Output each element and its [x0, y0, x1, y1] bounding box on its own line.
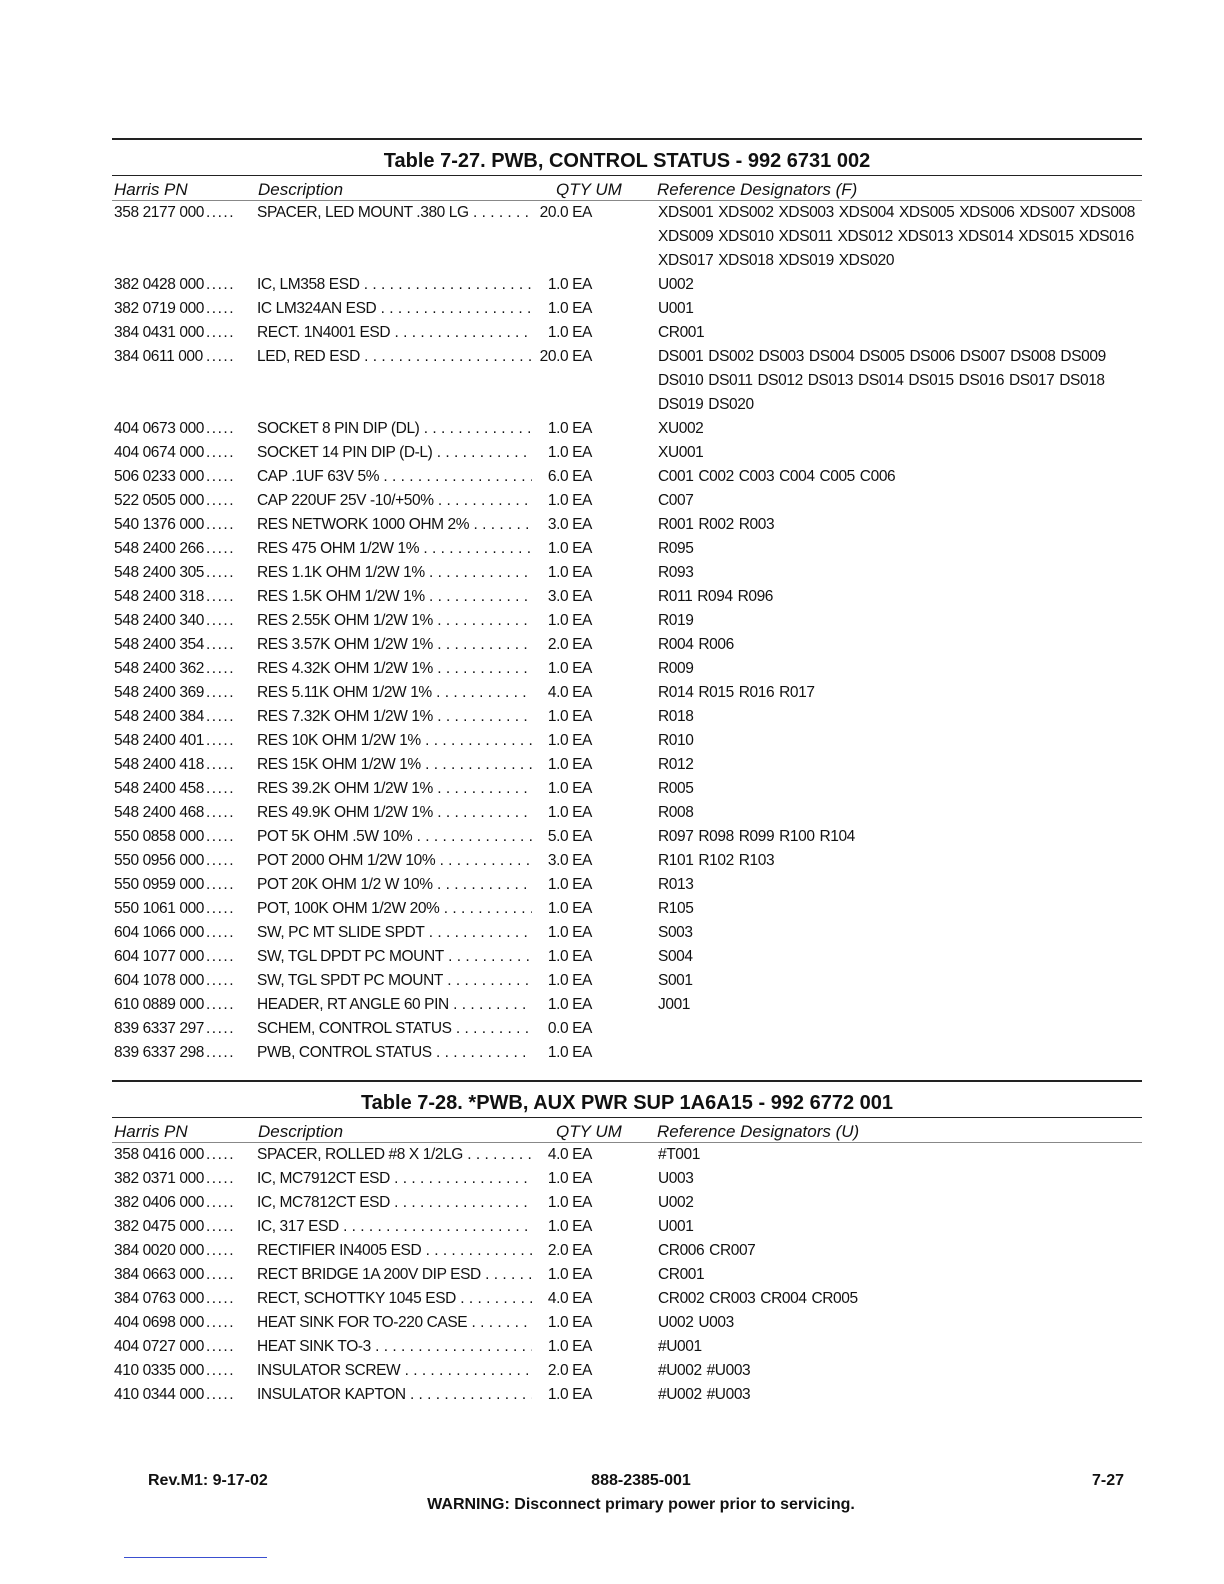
table-row	[112, 321, 1142, 345]
reference-designators-cell: U001	[658, 1218, 694, 1235]
harris-pn-cell: 358 2177 000	[114, 204, 205, 221]
table-row	[112, 441, 1142, 465]
harris-pn-cell: 839 6337 297	[114, 1020, 205, 1037]
column-header-description: Description	[258, 180, 344, 199]
harris-pn-cell: 604 1078 000	[114, 972, 205, 989]
description-cell: HEAT SINK TO-3 . . .	[257, 1335, 539, 1359]
reference-designators-cell: S001	[658, 972, 693, 989]
qty-um-cell: 1.0 EA	[532, 969, 592, 993]
description-cell: POT, 100K OHM 1/2W 20% . . .	[257, 897, 539, 921]
table-row	[112, 849, 1142, 873]
revision-label: Rev.M1: 9-17-02	[148, 1472, 268, 1489]
table-row	[112, 1167, 1142, 1191]
qty-um-cell: 1.0 EA	[532, 321, 592, 345]
leader-dots: .....	[206, 276, 236, 293]
leader-dots: .....	[206, 660, 236, 677]
description-cell: RES 49.9K OHM 1/2W 1% . . .	[257, 801, 539, 825]
description-cell: RES 39.2K OHM 1/2W 1% . . .	[257, 777, 539, 801]
table-row	[112, 1383, 1142, 1407]
description-cell: RECTIFIER IN4005 ESD . . .	[257, 1239, 539, 1263]
leader-dots: .....	[206, 1362, 236, 1379]
description-cell: INSULATOR KAPTON . . .	[257, 1383, 539, 1407]
reference-designators-cell: C001 C002 C003 C004 C005 C006	[658, 468, 896, 485]
leader-dots: .....	[206, 1338, 236, 1355]
reference-designators-cell: R101 R102 R103	[658, 852, 775, 869]
reference-designators-cell: R011 R094 R096	[658, 588, 774, 605]
leader-dots: .....	[206, 1146, 236, 1163]
qty-um-cell: 2.0 EA	[532, 633, 592, 657]
column-header-qty-um: QTY UM	[556, 1122, 622, 1141]
qty-um-cell: 1.0 EA	[532, 897, 592, 921]
table-row	[112, 1017, 1142, 1041]
safety-warning: WARNING: Disconnect primary power prior to servicing.	[427, 1496, 855, 1513]
leader-dots: .....	[206, 492, 236, 509]
qty-um-cell: 1.0 EA	[532, 993, 592, 1017]
leader-dots: .....	[206, 876, 236, 893]
table-title: Table 7-27. PWB, CONTROL STATUS - 992 6731 002	[383, 150, 871, 172]
reference-designators-cell: #U002 #U003	[658, 1386, 751, 1403]
qty-um-cell: 1.0 EA	[532, 945, 592, 969]
qty-um-cell: 1.0 EA	[532, 537, 592, 561]
table-body	[112, 1143, 1142, 1407]
qty-um-cell: 3.0 EA	[532, 513, 592, 537]
leader-dots: .....	[206, 900, 236, 917]
table-row	[112, 513, 1142, 537]
table-row	[112, 489, 1142, 513]
harris-pn-cell: 410 0344 000	[114, 1386, 205, 1403]
leader-dots: .....	[206, 612, 236, 629]
qty-um-cell: 1.0 EA	[532, 1311, 592, 1335]
reference-designators-cell: R018	[658, 708, 694, 725]
table-row	[112, 873, 1142, 897]
qty-um-cell: 1.0 EA	[532, 777, 592, 801]
description-cell: SPACER, LED MOUNT .380 LG . . .	[257, 201, 539, 225]
table-row	[112, 729, 1142, 753]
reference-designators-cell: R019	[658, 612, 694, 629]
table-row	[112, 1359, 1142, 1383]
reference-designators-cell: R013	[658, 876, 694, 893]
qty-um-cell: 1.0 EA	[532, 729, 592, 753]
qty-um-cell: 1.0 EA	[532, 873, 592, 897]
reference-designators-cell: R001 R002 R003	[658, 516, 775, 533]
qty-um-cell: 1.0 EA	[532, 1383, 592, 1407]
table-row	[112, 801, 1142, 825]
column-header-reference-designators: Reference Designators (U)	[657, 1122, 860, 1141]
leader-dots: .....	[206, 564, 236, 581]
qty-um-cell: 2.0 EA	[532, 1359, 592, 1383]
table-body	[112, 201, 1142, 1065]
leader-dots: .....	[206, 204, 236, 221]
table-row	[112, 657, 1142, 681]
description-cell: RES 2.55K OHM 1/2W 1% . . .	[257, 609, 539, 633]
table-row	[112, 1287, 1142, 1311]
description-cell: RES 15K OHM 1/2W 1% . . .	[257, 753, 539, 777]
qty-um-cell: 1.0 EA	[532, 273, 592, 297]
leader-dots: .....	[206, 948, 236, 965]
leader-dots: .....	[206, 684, 236, 701]
harris-pn-cell: 384 0611 000	[114, 348, 203, 365]
description-cell: RES 7.32K OHM 1/2W 1% . . .	[257, 705, 539, 729]
harris-pn-cell: 604 1066 000	[114, 924, 205, 941]
harris-pn-cell: 548 2400 418	[114, 756, 205, 773]
description-cell: RES 1.1K OHM 1/2W 1% . . .	[257, 561, 539, 585]
reference-designators-cell: S003	[658, 924, 693, 941]
table-row	[112, 1335, 1142, 1359]
table-row	[112, 705, 1142, 729]
description-cell: POT 5K OHM .5W 10% . . .	[257, 825, 539, 849]
reference-designators-cell: #U002 #U003	[658, 1362, 751, 1379]
table-row	[112, 945, 1142, 969]
parts-table-7-27	[112, 138, 1142, 1065]
table-row	[112, 345, 1142, 417]
description-cell: CAP .1UF 63V 5% . . .	[257, 465, 539, 489]
table-row	[112, 1239, 1142, 1263]
table-row	[112, 609, 1142, 633]
harris-pn-cell: 358 0416 000	[114, 1146, 205, 1163]
bottom-link-underline	[124, 1557, 267, 1558]
reference-designators-cell: U003	[658, 1170, 694, 1187]
reference-designators-cell: C007	[658, 492, 694, 509]
harris-pn-cell: 548 2400 384	[114, 708, 205, 725]
description-cell: RES 3.57K OHM 1/2W 1% . . .	[257, 633, 539, 657]
qty-um-cell: 4.0 EA	[532, 1143, 592, 1167]
harris-pn-cell: 610 0889 000	[114, 996, 205, 1013]
column-header-harris-pn: Harris PN	[114, 1122, 188, 1141]
leader-dots: .....	[206, 540, 236, 557]
leader-dots: .....	[206, 300, 236, 317]
reference-designators-cell: R095	[658, 540, 694, 557]
document-number: 888-2385-001	[591, 1472, 691, 1489]
description-cell: RECT, SCHOTTKY 1045 ESD . . .	[257, 1287, 539, 1311]
table-row	[112, 585, 1142, 609]
leader-dots: .....	[206, 924, 236, 941]
description-cell: RES 1.5K OHM 1/2W 1% . . .	[257, 585, 539, 609]
reference-designators-cell: U002	[658, 1194, 694, 1211]
qty-um-cell: 1.0 EA	[532, 1041, 592, 1065]
harris-pn-cell: 540 1376 000	[114, 516, 205, 533]
table-row	[112, 825, 1142, 849]
description-cell: RES 10K OHM 1/2W 1% . . .	[257, 729, 539, 753]
table-row	[112, 417, 1142, 441]
harris-pn-cell: 548 2400 362	[114, 660, 205, 677]
harris-pn-cell: 548 2400 369	[114, 684, 205, 701]
leader-dots: .....	[206, 708, 236, 725]
leader-dots: .....	[206, 444, 236, 461]
qty-um-cell: 1.0 EA	[532, 753, 592, 777]
table-row	[112, 537, 1142, 561]
qty-um-cell: 1.0 EA	[532, 297, 592, 321]
parts-table-7-28	[112, 1080, 1142, 1407]
leader-dots: .....	[206, 756, 236, 773]
harris-pn-cell: 548 2400 401	[114, 732, 205, 749]
reference-designators-cell: R093	[658, 564, 694, 581]
description-cell: CAP 220UF 25V -10/+50% . . .	[257, 489, 539, 513]
reference-designators-cell: XU002	[658, 420, 704, 437]
harris-pn-cell: 839 6337 298	[114, 1044, 205, 1061]
harris-pn-cell: 506 0233 000	[114, 468, 205, 485]
qty-um-cell: 20.0 EA	[532, 201, 592, 225]
qty-um-cell: 6.0 EA	[532, 465, 592, 489]
reference-designators-cell: U001	[658, 300, 694, 317]
harris-pn-cell: 384 0763 000	[114, 1290, 205, 1307]
table-title: Table 7-28. *PWB, AUX PWR SUP 1A6A15 - 992 6772 001	[360, 1092, 894, 1114]
description-cell: RES 5.11K OHM 1/2W 1% . . .	[257, 681, 539, 705]
qty-um-cell: 4.0 EA	[532, 1287, 592, 1311]
description-cell: RES 4.32K OHM 1/2W 1% . . .	[257, 657, 539, 681]
table-row	[112, 1263, 1142, 1287]
description-cell: RES NETWORK 1000 OHM 2% . . .	[257, 513, 539, 537]
harris-pn-cell: 382 0406 000	[114, 1194, 205, 1211]
description-cell: IC, MC7812CT ESD . . .	[257, 1191, 539, 1215]
qty-um-cell: 1.0 EA	[532, 657, 592, 681]
qty-um-cell: 1.0 EA	[532, 561, 592, 585]
harris-pn-cell: 404 0698 000	[114, 1314, 205, 1331]
table-row	[112, 777, 1142, 801]
leader-dots: .....	[206, 1290, 236, 1307]
table-row	[112, 1311, 1142, 1335]
table-row	[112, 633, 1142, 657]
leader-dots: .....	[206, 324, 236, 341]
column-header-harris-pn: Harris PN	[114, 180, 188, 199]
table-row	[112, 561, 1142, 585]
table-row	[112, 921, 1142, 945]
reference-designators-cell: J001	[658, 996, 691, 1013]
reference-designators-cell: XU001	[658, 444, 704, 461]
qty-um-cell: 1.0 EA	[532, 1263, 592, 1287]
description-cell: SW, PC MT SLIDE SPDT . . .	[257, 921, 539, 945]
reference-designators-cell: R008	[658, 804, 694, 821]
harris-pn-cell: 404 0674 000	[114, 444, 205, 461]
qty-um-cell: 3.0 EA	[532, 585, 592, 609]
leader-dots: .....	[206, 828, 236, 845]
leader-dots: .....	[206, 348, 236, 365]
leader-dots: .....	[206, 972, 236, 989]
column-header-description: Description	[258, 1122, 344, 1141]
reference-designators-cell: CR006 CR007	[658, 1242, 756, 1259]
description-cell: PWB, CONTROL STATUS . . .	[257, 1041, 539, 1065]
leader-dots: .....	[206, 1170, 236, 1187]
qty-um-cell: 1.0 EA	[532, 609, 592, 633]
description-cell: INSULATOR SCREW . . .	[257, 1359, 539, 1383]
reference-designators-cell: DS001 DS002 DS003 DS004 DS005 DS006 DS007 DS008 DS009 DS010 DS011 DS012 DS013 DS014 DS015 DS016 DS017 DS018 DS019 DS020	[658, 348, 1106, 413]
leader-dots: .....	[206, 516, 236, 533]
harris-pn-cell: 548 2400 458	[114, 780, 205, 797]
description-cell: HEAT SINK FOR TO-220 CASE . . .	[257, 1311, 539, 1335]
harris-pn-cell: 550 0858 000	[114, 828, 205, 845]
harris-pn-cell: 550 0956 000	[114, 852, 205, 869]
qty-um-cell: 4.0 EA	[532, 681, 592, 705]
reference-designators-cell: XDS001 XDS002 XDS003 XDS004 XDS005 XDS006 XDS007 XDS008 XDS009 XDS010 XDS011 XDS012 XDS013 XDS014 XDS015 XDS016 XDS017 XDS018 XDS019 XDS020	[658, 204, 1135, 269]
qty-um-cell: 1.0 EA	[532, 1335, 592, 1359]
harris-pn-cell: 548 2400 354	[114, 636, 205, 653]
description-cell: RES 475 OHM 1/2W 1% . . .	[257, 537, 539, 561]
harris-pn-cell: 384 0663 000	[114, 1266, 205, 1283]
reference-designators-cell: R012	[658, 756, 694, 773]
description-cell: IC, LM358 ESD . . .	[257, 273, 539, 297]
column-header-row	[112, 1118, 1142, 1143]
reference-designators-cell: CR001	[658, 1266, 705, 1283]
harris-pn-cell: 550 1061 000	[114, 900, 205, 917]
description-cell: RECT BRIDGE 1A 200V DIP ESD . . .	[257, 1263, 539, 1287]
reference-designators-cell: R097 R098 R099 R100 R104	[658, 828, 855, 845]
qty-um-cell: 1.0 EA	[532, 705, 592, 729]
leader-dots: .....	[206, 1194, 236, 1211]
table-row	[112, 273, 1142, 297]
harris-pn-cell: 384 0020 000	[114, 1242, 205, 1259]
description-cell: SOCKET 14 PIN DIP (D-L) . . .	[257, 441, 539, 465]
table-row	[112, 753, 1142, 777]
harris-pn-cell: 548 2400 340	[114, 612, 205, 629]
reference-designators-cell: R010	[658, 732, 694, 749]
leader-dots: .....	[206, 996, 236, 1013]
harris-pn-cell: 410 0335 000	[114, 1362, 205, 1379]
leader-dots: .....	[206, 804, 236, 821]
description-cell: SPACER, ROLLED #8 X 1/2LG . . .	[257, 1143, 539, 1167]
table-row	[112, 1191, 1142, 1215]
description-cell: SCHEM, CONTROL STATUS . . .	[257, 1017, 539, 1041]
harris-pn-cell: 522 0505 000	[114, 492, 205, 509]
leader-dots: .....	[206, 636, 236, 653]
qty-um-cell: 1.0 EA	[532, 1215, 592, 1239]
table-row	[112, 969, 1142, 993]
reference-designators-cell: #U001	[658, 1338, 702, 1355]
reference-designators-cell: R004 R006	[658, 636, 734, 653]
reference-designators-cell: R105	[658, 900, 694, 917]
description-cell: IC, MC7912CT ESD . . .	[257, 1167, 539, 1191]
description-cell: SW, TGL DPDT PC MOUNT . . .	[257, 945, 539, 969]
leader-dots: .....	[206, 1266, 236, 1283]
harris-pn-cell: 404 0727 000	[114, 1338, 205, 1355]
column-header-row	[112, 176, 1142, 201]
leader-dots: .....	[206, 1020, 236, 1037]
table-row	[112, 1215, 1142, 1239]
description-cell: IC, 317 ESD . . .	[257, 1215, 539, 1239]
table-row	[112, 465, 1142, 489]
harris-pn-cell: 384 0431 000	[114, 324, 205, 341]
table-row	[112, 201, 1142, 273]
description-cell: POT 20K OHM 1/2 W 10% . . .	[257, 873, 539, 897]
description-cell: POT 2000 OHM 1/2W 10% . . .	[257, 849, 539, 873]
qty-um-cell: 1.0 EA	[532, 921, 592, 945]
description-cell: IC LM324AN ESD . . .	[257, 297, 539, 321]
harris-pn-cell: 548 2400 305	[114, 564, 205, 581]
harris-pn-cell: 382 0475 000	[114, 1218, 205, 1235]
harris-pn-cell: 548 2400 266	[114, 540, 205, 557]
leader-dots: .....	[206, 780, 236, 797]
qty-um-cell: 1.0 EA	[532, 417, 592, 441]
qty-um-cell: 1.0 EA	[532, 441, 592, 465]
table-row	[112, 1143, 1142, 1167]
harris-pn-cell: 382 0371 000	[114, 1170, 205, 1187]
qty-um-cell: 1.0 EA	[532, 801, 592, 825]
leader-dots: .....	[206, 1044, 236, 1061]
harris-pn-cell: 550 0959 000	[114, 876, 205, 893]
leader-dots: .....	[206, 1314, 236, 1331]
reference-designators-cell: #T001	[658, 1146, 700, 1163]
table-row	[112, 681, 1142, 705]
qty-um-cell: 1.0 EA	[532, 489, 592, 513]
reference-designators-cell: CR002 CR003 CR004 CR005	[658, 1290, 858, 1307]
harris-pn-cell: 548 2400 468	[114, 804, 205, 821]
table-row	[112, 1041, 1142, 1065]
reference-designators-cell: U002 U003	[658, 1314, 734, 1331]
table-row	[112, 897, 1142, 921]
column-header-reference-designators: Reference Designators (F)	[657, 180, 858, 199]
qty-um-cell: 1.0 EA	[532, 1167, 592, 1191]
reference-designators-cell: U002	[658, 276, 694, 293]
description-cell: HEADER, RT ANGLE 60 PIN . . .	[257, 993, 539, 1017]
leader-dots: .....	[206, 468, 236, 485]
reference-designators-cell: R009	[658, 660, 694, 677]
harris-pn-cell: 604 1077 000	[114, 948, 205, 965]
leader-dots: .....	[206, 852, 236, 869]
harris-pn-cell: 548 2400 318	[114, 588, 205, 605]
reference-designators-cell: R005	[658, 780, 694, 797]
harris-pn-cell: 382 0428 000	[114, 276, 205, 293]
reference-designators-cell: R014 R015 R016 R017	[658, 684, 815, 701]
description-cell: LED, RED ESD . . .	[257, 345, 539, 369]
qty-um-cell: 1.0 EA	[532, 1191, 592, 1215]
leader-dots: .....	[206, 588, 236, 605]
qty-um-cell: 2.0 EA	[532, 1239, 592, 1263]
leader-dots: .....	[206, 1218, 236, 1235]
harris-pn-cell: 404 0673 000	[114, 420, 205, 437]
harris-pn-cell: 382 0719 000	[114, 300, 205, 317]
leader-dots: .....	[206, 732, 236, 749]
reference-designators-cell: CR001	[658, 324, 705, 341]
leader-dots: .....	[206, 420, 236, 437]
column-header-qty-um: QTY UM	[556, 180, 622, 199]
table-row	[112, 297, 1142, 321]
description-cell: SOCKET 8 PIN DIP (DL) . . .	[257, 417, 539, 441]
page-number: 7-27	[1092, 1472, 1125, 1489]
leader-dots: .....	[206, 1386, 236, 1403]
qty-um-cell: 20.0 EA	[532, 345, 592, 369]
qty-um-cell: 3.0 EA	[532, 849, 592, 873]
description-cell: SW, TGL SPDT PC MOUNT . . .	[257, 969, 539, 993]
qty-um-cell: 5.0 EA	[532, 825, 592, 849]
description-cell: RECT. 1N4001 ESD . . .	[257, 321, 539, 345]
reference-designators-cell: S004	[658, 948, 693, 965]
table-row	[112, 993, 1142, 1017]
leader-dots: .....	[206, 1242, 236, 1259]
qty-um-cell: 0.0 EA	[532, 1017, 592, 1041]
